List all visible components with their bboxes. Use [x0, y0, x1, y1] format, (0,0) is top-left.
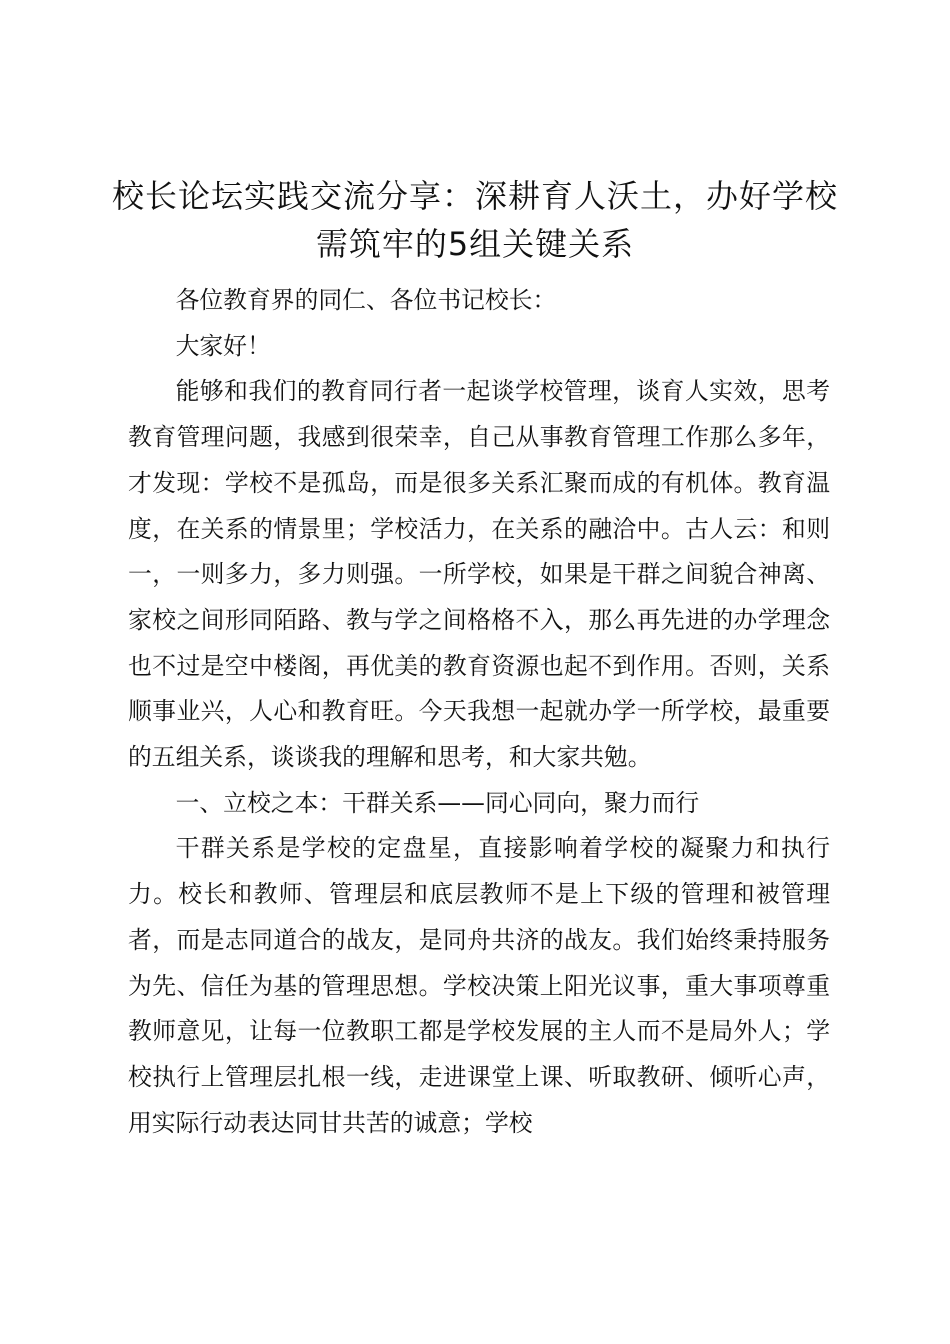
document-body — [128, 278, 830, 1146]
intro-paragraph: 能够和我们的教育同行者一起谈学校管理，谈育人实效，思考教育管理问题，我感到很荣幸，自己从事教育管理工作那么多年，才发现：学校不是孤岛，而是很多关系汇聚而成的有机体。教育温度，在关系的情景里；学校活力，在关系的融洽中。古人云：和则一，一则多力，多力则强。一所学校，如果是干群之间貌合神离、家校之间形同陌路、教与学之间格格不入，那么再先进的办学理念也不过是空中楼阁，再优美的教育资源也起不到作用。否则，关系顺事业兴，人心和教育旺。今天我想一起就办学一所学校，最重要的五组关系，谈谈我的理解和思考，和大家共勉。 — [128, 377, 830, 772]
salutation: 各位教育界的同仁、各位书记校长： — [175, 286, 557, 314]
section-heading-1: 一、立校之本：干群关系——同心同向，聚力而行 — [175, 788, 700, 817]
document-title: 校长论坛实践交流分享：深耕育人沃土，办好学校需筑牢的5组关键关系 — [111, 177, 838, 263]
greeting: 大家好！ — [175, 331, 271, 360]
section-1-paragraph: 干群关系是学校的定盘星，直接影响着学校的凝聚力和执行力。校长和教师、管理层和底层教师不是上下级的管理和被管理者，而是志同道合的战友，是同舟共济的战友。我们始终秉持服务为先、信任为基的管理思想。学校决策上阳光议事，重大事项尊重教师意见，让每一位教职工都是学校发展的主人而不是局外人；学校执行上管理层扎根一线，走进课堂上课、听取教研、倾听心声，用实际行动表达同甘共苦的诚意；学校 — [128, 834, 830, 1137]
